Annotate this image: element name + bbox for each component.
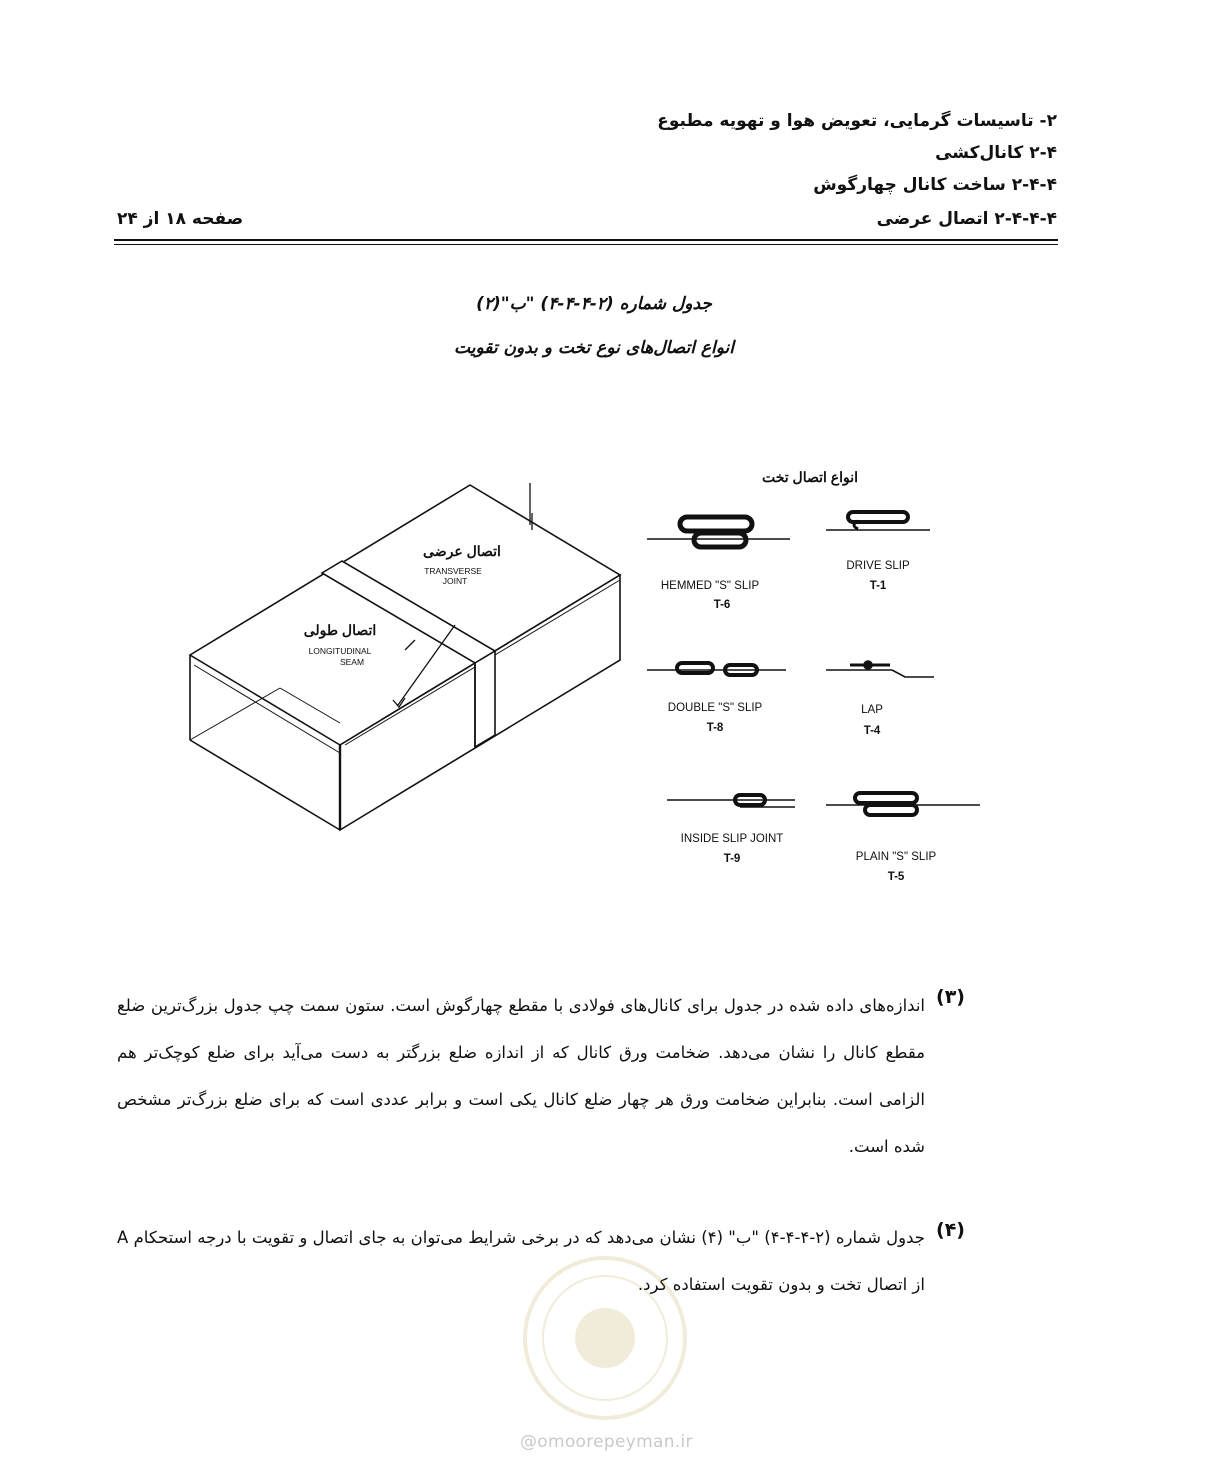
joint-t4-name: LAP (861, 704, 883, 716)
longitudinal-seam-label-en2: SEAM (339, 657, 365, 667)
duct-illustration (190, 483, 620, 830)
transverse-joint-label-en1: TRANSVERSE (424, 566, 482, 576)
flat-joint-figure (150, 455, 1010, 895)
joint-t1-symbol (826, 512, 930, 530)
transverse-joint-label-fa: اتصال عرضی (423, 543, 501, 559)
joint-t1-code: T-1 (869, 580, 887, 592)
header-rule-thick (114, 239, 1058, 241)
page-number: صفحه ۱۸ از ۲۴ (117, 209, 244, 229)
transverse-joint-label-en2: JOINT (442, 576, 468, 586)
joint-t5-symbol (826, 793, 980, 815)
watermark-seal (505, 1238, 705, 1428)
header-rule-thin (114, 244, 1058, 245)
header-topic-title: ۲-۴-۴-۴ اتصال عرضی (876, 209, 1057, 229)
flat-joints-heading: انواع اتصال تخت (761, 469, 859, 485)
joint-t4-symbol (826, 661, 934, 677)
note-4-label: (۴) (936, 1219, 965, 1241)
joint-t4-code: T-4 (863, 725, 881, 737)
header-subsection-title: ۲-۴ کانال‌کشی (935, 143, 1057, 163)
table-caption-title: جدول شماره (۲-۴-۴-۴) "ب"(۲) (476, 294, 712, 314)
longitudinal-seam-label-en1: LONGITUDINAL (308, 646, 372, 656)
note-4-text: جدول شماره (۲-۴-۴-۴) "ب" (۴) نشان می‌دهد که در برخی شرایط می‌توان به جای اتصال و تقویت با درجه استحکام A از اتصال تخت و بدون تقویت استفاده کرد. (117, 1228, 925, 1294)
joint-t6-name: HEMMED "S" SLIP (660, 580, 760, 592)
joint-t1-name: DRIVE SLIP (846, 560, 910, 572)
joint-t6-code: T-6 (713, 599, 731, 611)
joint-t9-code: T-9 (723, 853, 741, 865)
joint-t5-name: PLAIN "S" SLIP (855, 851, 937, 863)
note-3-label: (۳) (936, 986, 965, 1008)
joint-t5-code: T-5 (887, 871, 905, 883)
longitudinal-seam-label-fa: اتصال طولی (303, 622, 377, 638)
watermark-site: @omoorepeyman.ir (520, 1432, 693, 1452)
joint-t8-symbol (647, 663, 786, 675)
table-caption-subtitle: انواع اتصال‌های نوع تخت و بدون تقویت (454, 338, 734, 358)
note-3-text: اندازه‌های داده شده در جدول برای کانال‌های فولادی با مقطع چهارگوش است. ستون سمت چپ جدول بزرگ‌ترین ضلع مقطع کانال را نشان می‌دهد. ضخامت ورق کانال که از اندازه ضلع بزرگتر به دست می‌آید برای ضلع کوچک‌تر هم الزامی است. بنابراین ضخامت ورق هر چهار ضلع کانال یکی است و برابر عددی است که برای ضلع بزرگ‌تر مشخص شده است. (117, 996, 925, 1156)
header-section-title: ۲- تاسیسات گرمایی، تعویض هوا و تهویه مطبوع (657, 111, 1057, 131)
header-subsubsection-title: ۲-۴-۴ ساخت کانال چهارگوش (813, 175, 1057, 195)
joint-t8-code: T-8 (706, 722, 724, 734)
joint-t9-name: INSIDE SLIP JOINT (680, 833, 784, 845)
joint-t9-symbol (667, 795, 795, 807)
joint-t6-symbol (647, 517, 790, 547)
joint-t8-name: DOUBLE "S" SLIP (667, 702, 763, 714)
